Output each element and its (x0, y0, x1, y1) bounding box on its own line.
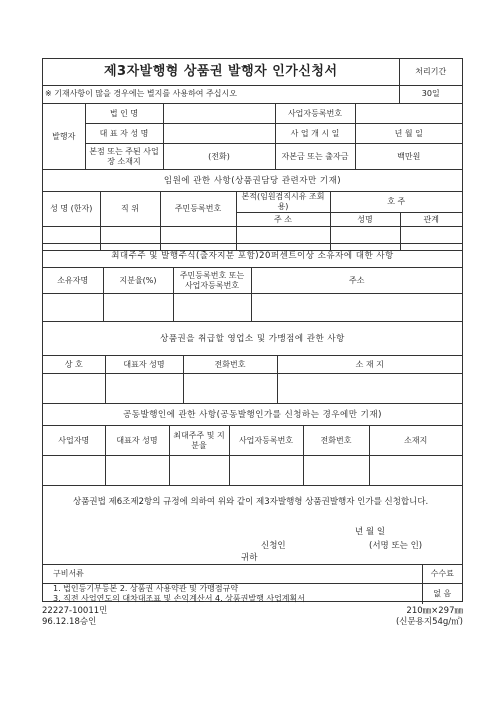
shareholder-cell[interactable] (251, 294, 462, 322)
hq-address-label: 본점 또는 주된 사업장 소재지 (85, 144, 163, 170)
corp-name-field[interactable] (163, 104, 275, 124)
paper-type: (신문용지54g/㎡) (395, 617, 463, 627)
documents-line-1: 1. 법인등기부등본 2. 상품권 사용약관 및 가맹점규약 (53, 583, 239, 593)
joint-table (43, 403, 462, 486)
capital-label: 자본금 또는 출자금 (275, 144, 355, 170)
documents-table (43, 565, 462, 604)
paper-size: 210㎜×297㎜ (406, 606, 463, 616)
biz-reg-label: 사업자등록번호 (275, 104, 355, 124)
joint-cell[interactable] (169, 456, 229, 486)
shop-rep-col: 대표자 성명 (105, 356, 183, 374)
biz-start-field[interactable]: 년 월 일 (355, 124, 462, 144)
recipient-label: 귀하 (241, 553, 258, 563)
shop-name-col: 상 호 (43, 356, 105, 374)
joint-cell[interactable] (303, 456, 369, 486)
shops-title: 상품권을 취급할 영업소 및 가맹점에 관한 사항 (43, 322, 462, 356)
form-note: ※ 기재사항이 많을 경우에는 별지를 사용하여 주십시오 (43, 85, 399, 103)
joint-title: 공동발행인에 관한 사항(공동발행인가를 신청하는 경우에만 기재) (43, 404, 462, 426)
form-header (43, 59, 462, 104)
declaration-text: 상품권법 제6조제2항의 규정에 의하여 위와 같이 제3자발행형 상품권발행자 인가를 신청합니다. (73, 497, 429, 507)
footer-right (396, 606, 463, 628)
shareholder-cell[interactable] (103, 294, 173, 322)
officers-title: 임원에 관한 사항(상품권담당 관련자만 기재) (43, 170, 462, 192)
officer-address-col: 주 소 (236, 213, 330, 227)
period-value: 30일 (399, 85, 462, 103)
joint-location-col: 소재지 (369, 426, 462, 456)
footer-left (42, 606, 107, 628)
applicant-label: 신청인 (261, 541, 286, 551)
joint-cell[interactable] (43, 456, 105, 486)
corp-name-label: 법 인 명 (85, 104, 163, 124)
shop-cell[interactable] (183, 374, 277, 404)
form-title: 제3자발행형 상품권 발행자 인가신청서 (43, 59, 399, 85)
application-form (42, 58, 463, 602)
hq-phone-field[interactable]: (전화) (163, 144, 275, 170)
fee-label: 수수료 (422, 565, 462, 583)
joint-biz-col: 사업자명 (43, 426, 105, 456)
issuer-table (43, 103, 462, 170)
documents-line-2: 3. 직전 사업연도의 대차대조표 및 손익계산서 4. 상품권발행 사업계획서 (53, 593, 305, 603)
shop-location-col: 소 재 지 (277, 356, 462, 374)
ratio-col: 지분율(%) (103, 268, 173, 294)
joint-cell[interactable] (369, 456, 462, 486)
joint-cell[interactable] (105, 456, 169, 486)
documents-title: 구비서류 (43, 565, 422, 583)
officer-domicile-col: 본적(임원겸직시유 조회용) (236, 192, 330, 213)
owner-col: 소유자명 (43, 268, 103, 294)
rep-name-field[interactable] (163, 124, 275, 144)
shop-cell[interactable] (43, 374, 105, 404)
approval-date: 96.12.18승인 (42, 617, 97, 627)
shareholders-title: 최대주주 및 발행주식(출자지분 포함)20퍼센트이상 소유자에 대한 사항 (43, 244, 462, 268)
shop-cell[interactable] (105, 374, 183, 404)
joint-phone-col: 전화번호 (303, 426, 369, 456)
joint-bizno-col: 사업자등록번호 (229, 426, 303, 456)
documents-list (43, 583, 422, 604)
officer-head-col: 호 주 (330, 192, 462, 213)
joint-rep-col: 대표자 성명 (105, 426, 169, 456)
shops-table (43, 321, 462, 404)
issuer-group-label: 발행자 (43, 104, 85, 170)
shareholder-cell[interactable] (43, 294, 103, 322)
capital-field[interactable]: 백만원 (355, 144, 462, 170)
shop-phone-col: 전화번호 (183, 356, 277, 374)
form-code: 22227-10011민 (42, 606, 108, 616)
biz-start-label: 사 업 개 시 일 (275, 124, 355, 144)
shareholder-cell[interactable] (173, 294, 251, 322)
joint-cell[interactable] (229, 456, 303, 486)
shareholders-table (43, 243, 462, 322)
declaration (43, 485, 462, 565)
signature-field[interactable]: (서명 또는 인) (369, 541, 423, 551)
owner-address-col: 주소 (251, 268, 462, 294)
joint-major-col: 최대주주 및 지분율 (169, 426, 229, 456)
declaration-date[interactable]: 년 월 일 (355, 527, 386, 537)
biz-reg-field[interactable] (355, 104, 462, 124)
officer-relation-col: 관계 (400, 213, 462, 227)
officer-head-name-col: 성명 (330, 213, 400, 227)
period-label: 처리기간 (399, 59, 462, 85)
officer-name-col: 성 명 (한자) (43, 192, 100, 227)
shop-cell[interactable] (277, 374, 462, 404)
officers-table (43, 169, 462, 251)
officer-reg-col: 주민등록번호 (160, 192, 236, 227)
officer-position-col: 직 위 (100, 192, 160, 227)
rep-name-label: 대 표 자 성 명 (85, 124, 163, 144)
fee-value: 없 음 (422, 583, 462, 604)
reg-col: 주민등록번호 또는 사업자등록번호 (173, 268, 251, 294)
